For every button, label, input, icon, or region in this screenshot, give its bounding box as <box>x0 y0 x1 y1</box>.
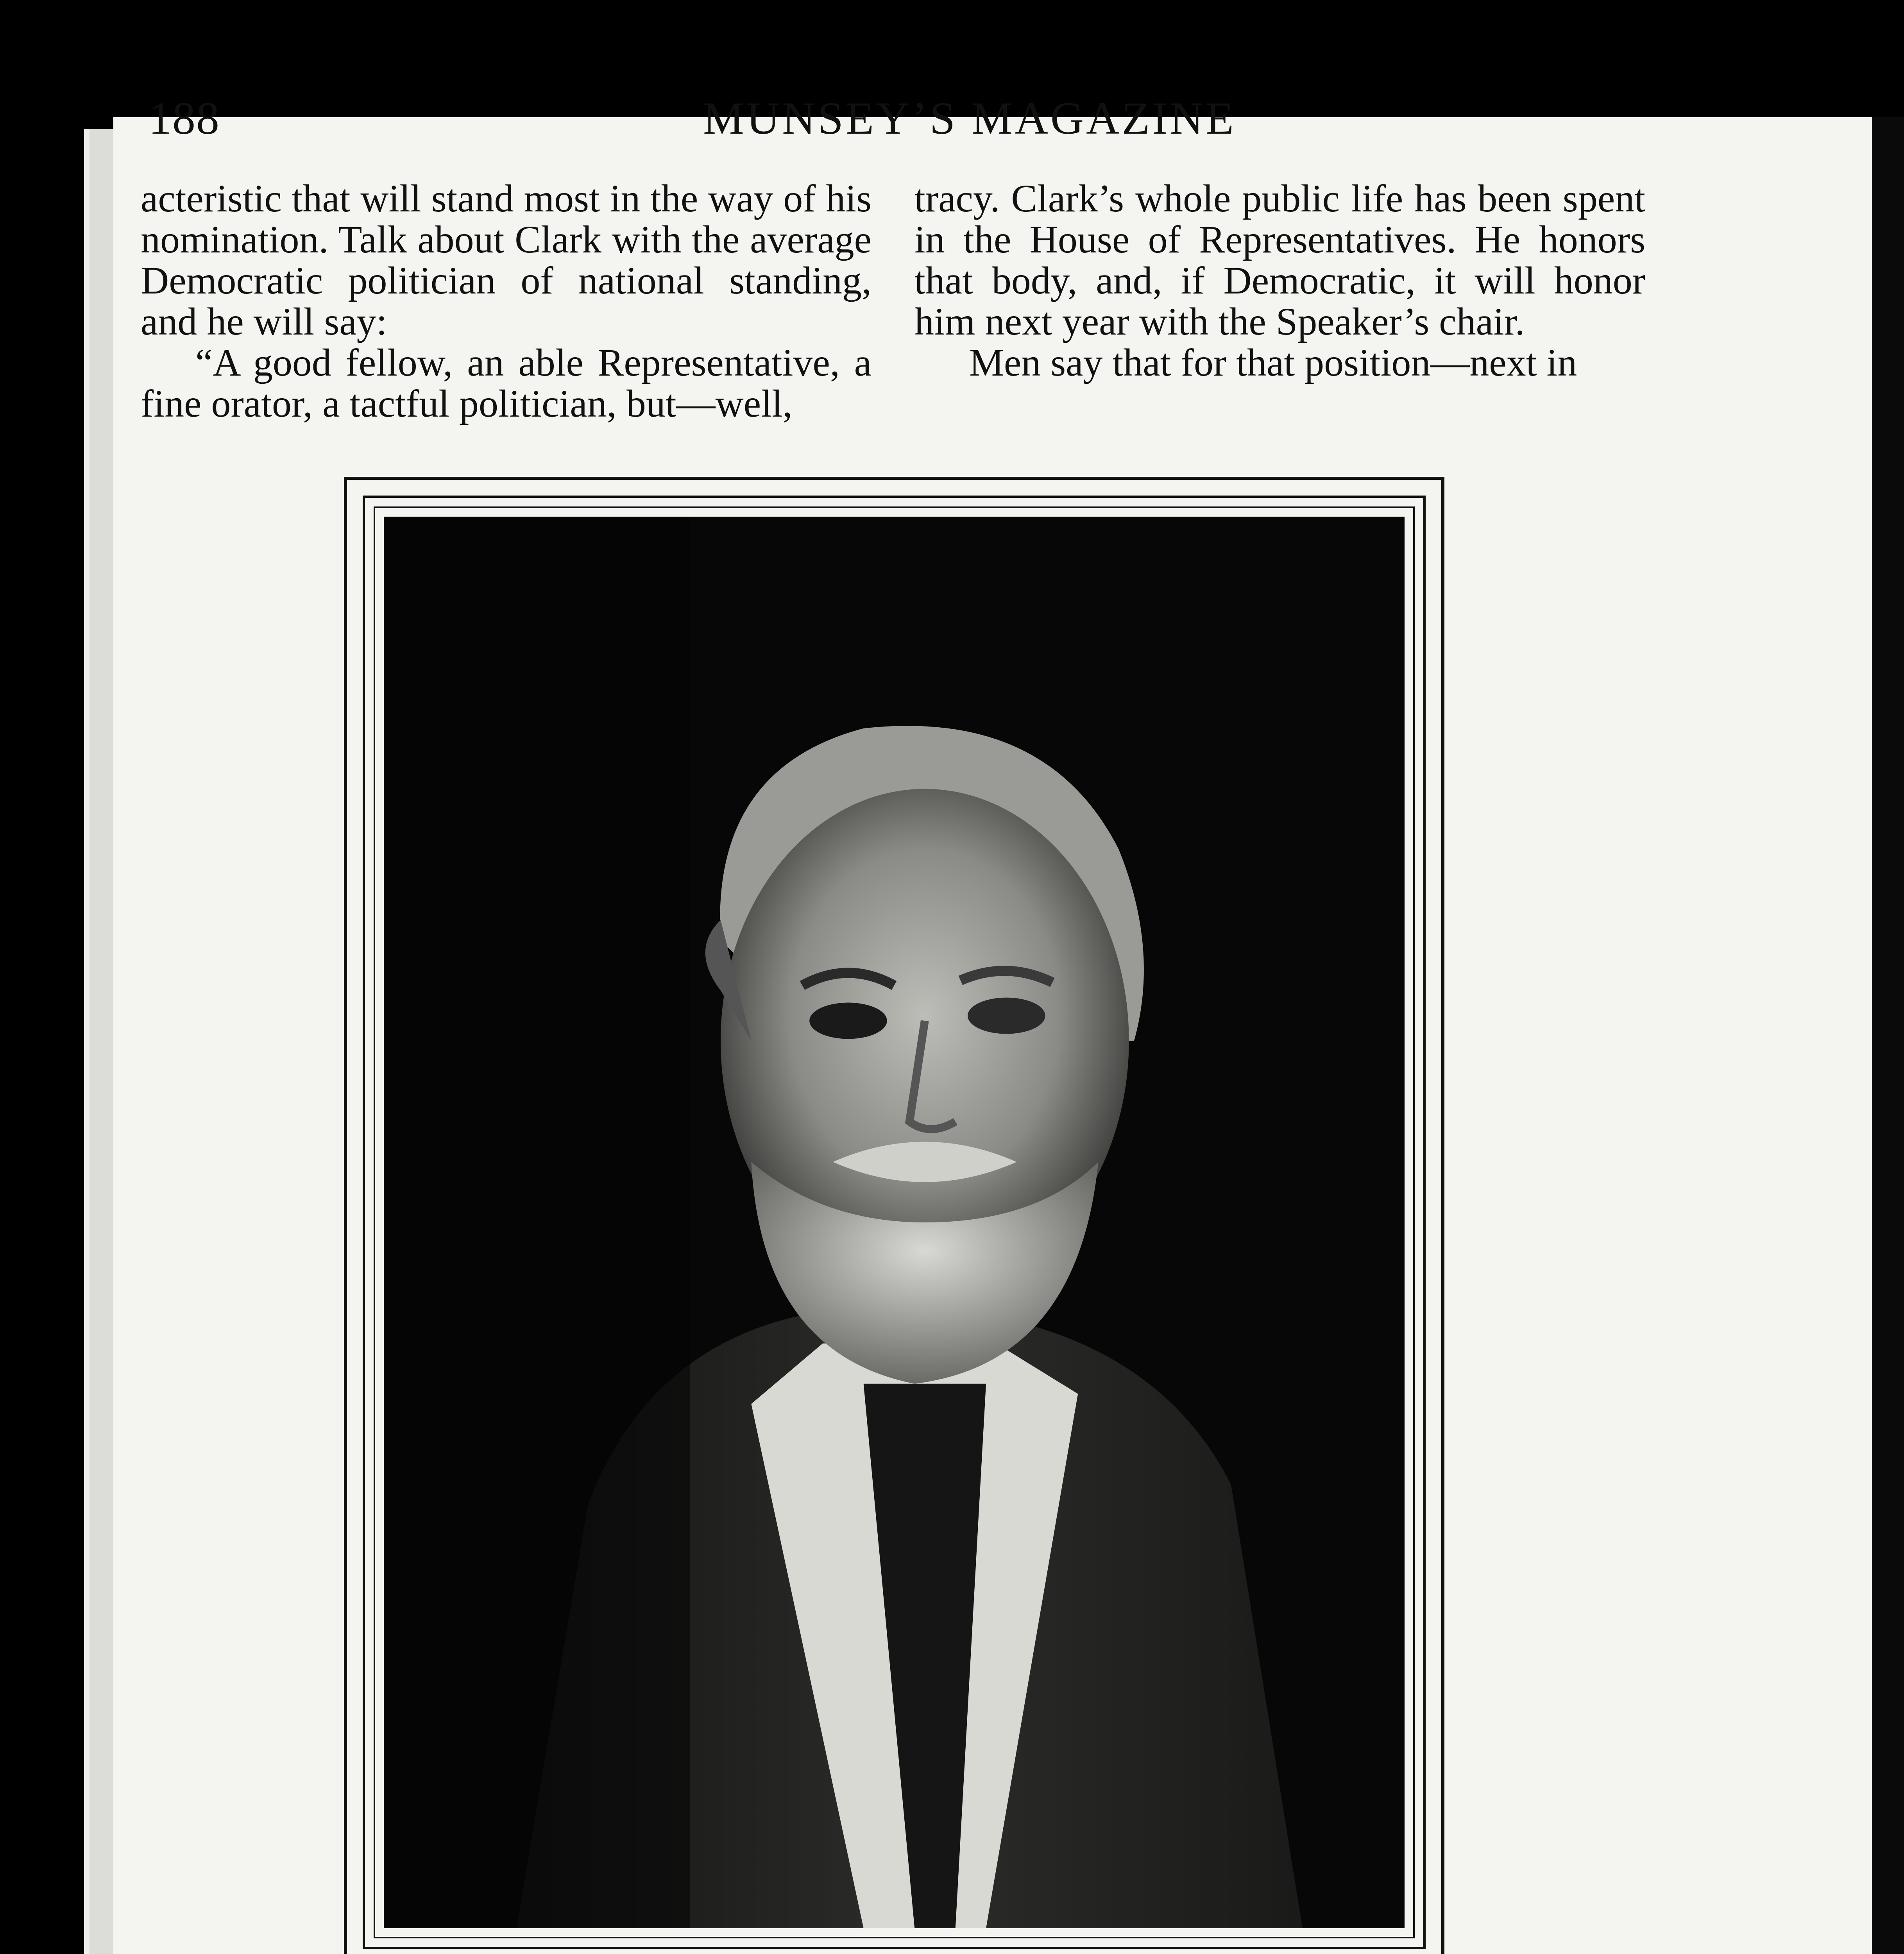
paragraph: Men say that for that position—next in <box>969 341 1577 384</box>
top-right-column <box>914 178 1645 383</box>
magazine-title: MUNSEY’S MAGAZINE <box>703 93 1236 144</box>
book-spine <box>1872 117 1904 1954</box>
paragraph: tracy. Clark’s whole public life has been spent in the House of Representatives. He honors that body, and, if Democratic, it will honor him next year with the Speaker’s chair. <box>914 177 1645 343</box>
page-header <box>0 92 1904 150</box>
paragraph: “A good fellow, an able Representative, a fine orator, a tactful politician, but—well, <box>141 341 871 425</box>
top-left-column <box>141 178 871 424</box>
photo-frame-rule <box>374 506 1415 1938</box>
photo-frame-inner <box>363 496 1426 1949</box>
page-number: 188 <box>149 93 220 144</box>
portrait-photo <box>384 517 1405 1928</box>
paragraph: acteristic that will stand most in the way of his nomination. Talk about Clark with the average Democratic politician of national standing, and he will say: <box>141 177 871 343</box>
portrait-illustration <box>384 517 1405 1928</box>
photo-frame <box>344 477 1444 1954</box>
